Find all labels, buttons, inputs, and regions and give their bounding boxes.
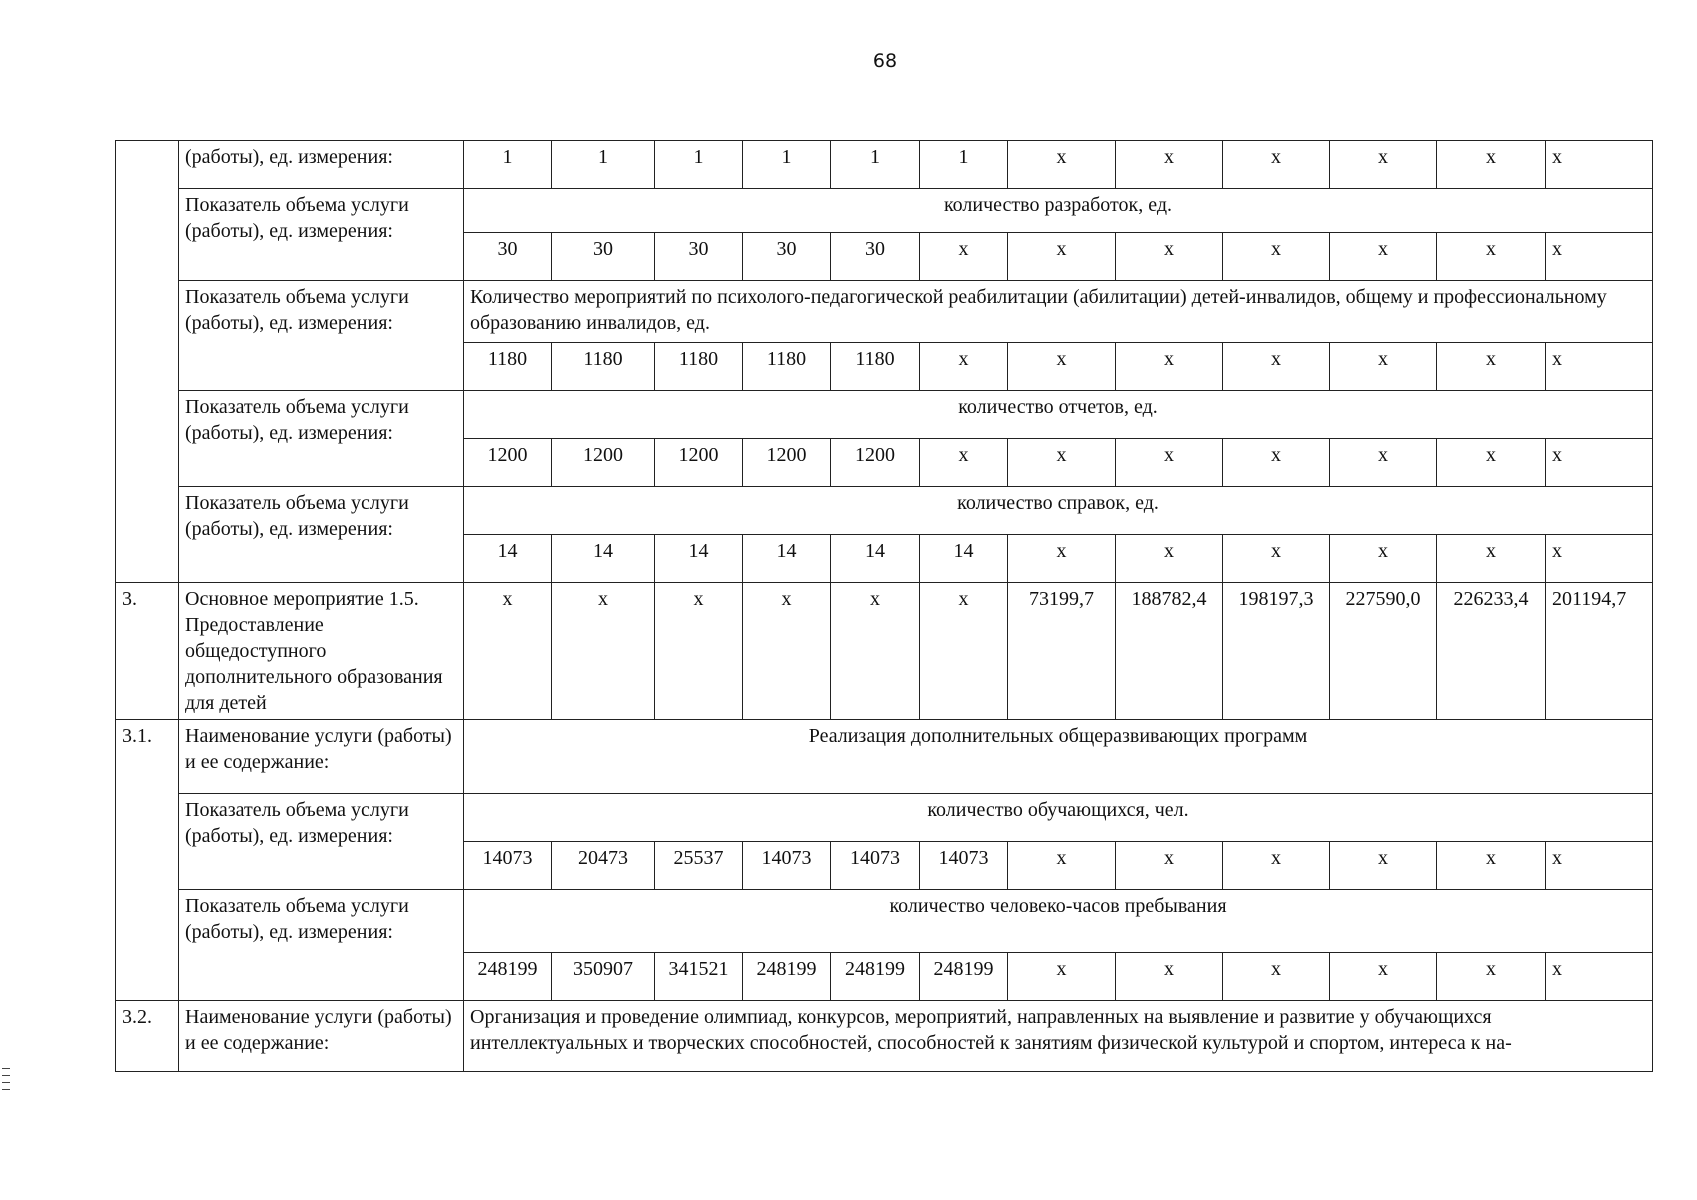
value-cell: х (1437, 343, 1546, 391)
value-cell: 14 (831, 535, 920, 583)
value-cell: 248199 (743, 953, 831, 1001)
value-cell: 248199 (831, 953, 920, 1001)
value-cell: х (1223, 439, 1330, 487)
table-row (116, 281, 1653, 343)
table-row (116, 720, 1653, 794)
value-cell: 14 (464, 535, 552, 583)
value-cell: 1 (552, 141, 655, 189)
value-cell: х (743, 583, 831, 720)
value-cell: 1180 (831, 343, 920, 391)
value-cell: 248199 (464, 953, 552, 1001)
value-cell: х (1116, 141, 1223, 189)
row-label: Показатель объема услуги (работы), ед. измерения: (179, 890, 464, 1001)
value-cell: х (1008, 233, 1116, 281)
value-cell: 1 (464, 141, 552, 189)
value-cell: х (552, 583, 655, 720)
value-cell: х (1437, 439, 1546, 487)
value-cell: х (1546, 842, 1653, 890)
value-cell: х (1008, 953, 1116, 1001)
value-cell: 1180 (464, 343, 552, 391)
value-cell: х (1116, 842, 1223, 890)
table-row (116, 487, 1653, 535)
value-cell: 14073 (920, 842, 1008, 890)
value-cell: х (655, 583, 743, 720)
table-row (116, 189, 1653, 233)
value-cell: 30 (464, 233, 552, 281)
value-cell: 248199 (920, 953, 1008, 1001)
value-cell: 14 (552, 535, 655, 583)
value-cell: х (831, 583, 920, 720)
value-cell: х (1330, 439, 1437, 487)
value-cell: 30 (552, 233, 655, 281)
value-cell: 341521 (655, 953, 743, 1001)
value-cell: х (1008, 141, 1116, 189)
value-cell: 1 (831, 141, 920, 189)
value-cell: х (1330, 842, 1437, 890)
value-cell: х (1437, 953, 1546, 1001)
margin-marks (2, 1068, 10, 1096)
row-label: Наименование услуги (работы) и ее содержание: (179, 720, 464, 794)
table-row (116, 583, 1653, 720)
section-number: 3.2. (116, 1001, 179, 1072)
indicator-header: количество отчетов, ед. (464, 391, 1653, 439)
value-cell: 201194,7 (1546, 583, 1653, 720)
value-cell: 227590,0 (1330, 583, 1437, 720)
value-cell: 1180 (655, 343, 743, 391)
value-cell: х (1008, 535, 1116, 583)
value-cell: х (1546, 535, 1653, 583)
value-cell: х (1223, 842, 1330, 890)
value-cell: 1200 (831, 439, 920, 487)
value-cell: х (1437, 842, 1546, 890)
table-row (116, 890, 1653, 953)
section-cell (116, 141, 179, 583)
table-row (116, 141, 1653, 189)
value-cell: х (1330, 343, 1437, 391)
value-cell: х (1437, 233, 1546, 281)
value-cell: 1180 (552, 343, 655, 391)
value-cell: 1200 (655, 439, 743, 487)
value-cell: 188782,4 (1116, 583, 1223, 720)
service-name: Организация и проведение олимпиад, конкурсов, мероприятий, направленных на выявление и развитие у обучающихся интеллектуальных и творческих способностей, способностей к занятиям физической культурой и спортом, интереса к на- (464, 1001, 1653, 1072)
value-cell: х (1116, 953, 1223, 1001)
value-cell: 30 (831, 233, 920, 281)
row-label: (работы), ед. измерения: (179, 141, 464, 189)
value-cell: х (1008, 842, 1116, 890)
value-cell: х (920, 233, 1008, 281)
row-label: Показатель объема услуги (работы), ед. измерения: (179, 281, 464, 391)
value-cell: 20473 (552, 842, 655, 890)
value-cell: х (1546, 343, 1653, 391)
value-cell: 1200 (464, 439, 552, 487)
value-cell: 30 (655, 233, 743, 281)
value-cell: х (1330, 233, 1437, 281)
value-cell: х (1116, 439, 1223, 487)
value-cell: х (1116, 343, 1223, 391)
value-cell: х (1546, 953, 1653, 1001)
value-cell: х (1116, 535, 1223, 583)
value-cell: 14073 (464, 842, 552, 890)
value-cell: 1200 (743, 439, 831, 487)
indicator-header: количество обучающихся, чел. (464, 794, 1653, 842)
row-label: Основное мероприятие 1.5. Предоставление общедоступного дополнительного образования для детей (179, 583, 464, 720)
indicator-header: Количество мероприятий по психолого-педагогической реабилитации (абилитации) детей-инвалидов, общему и профессиональному образованию инвалидов, ед. (464, 281, 1653, 343)
table-row (116, 794, 1653, 842)
value-cell: х (1223, 535, 1330, 583)
value-cell: х (1546, 141, 1653, 189)
row-label: Показатель объема услуги (работы), ед. измерения: (179, 794, 464, 890)
program-table (115, 140, 1653, 1072)
page-number: 68 (872, 50, 898, 72)
value-cell: х (1008, 343, 1116, 391)
value-cell: х (1223, 343, 1330, 391)
value-cell: х (920, 583, 1008, 720)
value-cell: х (1546, 439, 1653, 487)
value-cell: 198197,3 (1223, 583, 1330, 720)
service-name: Реализация дополнительных общеразвивающих программ (464, 720, 1653, 794)
value-cell: 25537 (655, 842, 743, 890)
value-cell: 30 (743, 233, 831, 281)
value-cell: х (1116, 233, 1223, 281)
table-row (116, 1001, 1653, 1072)
value-cell: х (1223, 141, 1330, 189)
value-cell: х (1223, 953, 1330, 1001)
value-cell: 1200 (552, 439, 655, 487)
value-cell: 226233,4 (1437, 583, 1546, 720)
indicator-header: количество справок, ед. (464, 487, 1653, 535)
value-cell: х (464, 583, 552, 720)
value-cell: х (1330, 141, 1437, 189)
value-cell: х (1223, 233, 1330, 281)
value-cell: х (1437, 535, 1546, 583)
value-cell: 1 (743, 141, 831, 189)
value-cell: х (1008, 439, 1116, 487)
row-label: Наименование услуги (работы) и ее содержание: (179, 1001, 464, 1072)
row-label: Показатель объема услуги (работы), ед. измерения: (179, 391, 464, 487)
value-cell: х (1546, 233, 1653, 281)
section-number: 3.1. (116, 720, 179, 1001)
value-cell: 14 (655, 535, 743, 583)
table-row (116, 391, 1653, 439)
value-cell: х (920, 343, 1008, 391)
value-cell: 350907 (552, 953, 655, 1001)
value-cell: 14073 (831, 842, 920, 890)
value-cell: х (920, 439, 1008, 487)
row-label: Показатель объема услуги (работы), ед. измерения: (179, 189, 464, 281)
value-cell: 14 (920, 535, 1008, 583)
value-cell: х (1330, 953, 1437, 1001)
value-cell: 1 (920, 141, 1008, 189)
value-cell: х (1437, 141, 1546, 189)
section-number: 3. (116, 583, 179, 720)
value-cell: 1 (655, 141, 743, 189)
value-cell: 73199,7 (1008, 583, 1116, 720)
row-label: Показатель объема услуги (работы), ед. измерения: (179, 487, 464, 583)
value-cell: 14 (743, 535, 831, 583)
indicator-header: количество разработок, ед. (464, 189, 1653, 233)
value-cell: х (1330, 535, 1437, 583)
value-cell: 14073 (743, 842, 831, 890)
value-cell: 1180 (743, 343, 831, 391)
indicator-header: количество человеко-часов пребывания (464, 890, 1653, 953)
